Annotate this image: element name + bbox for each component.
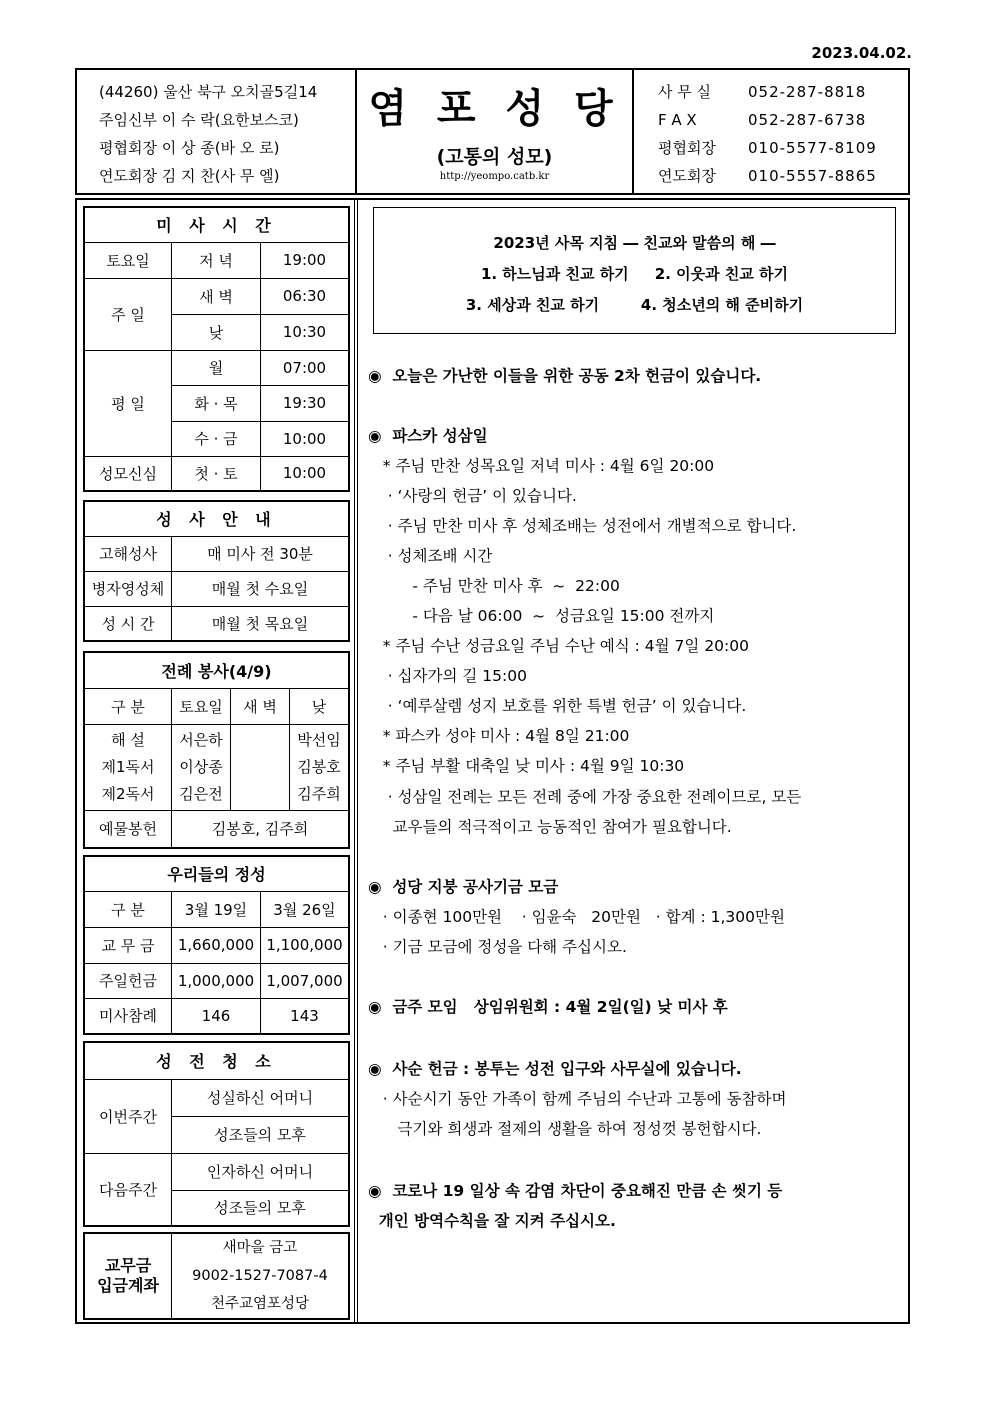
bulletin-header	[75, 68, 910, 195]
list-item: · 성삼일 전례는 모든 전례 중에 가장 중요한 전례이므로, 모든	[368, 788, 802, 806]
liturgy-title: 전례 봉사(4/9)	[84, 652, 349, 688]
account-bank: 새마을 금고	[222, 1240, 298, 1256]
council-president-line: 평협회장 이 상 종(바 오 로)	[99, 139, 280, 157]
parish-url[interactable]: http://yeompo.catb.kr	[439, 171, 550, 182]
list-item: · ‘예루살렘 성지 보호를 위한 특별 헌금’ 이 있습니다.	[368, 697, 747, 715]
parish-info	[77, 70, 357, 193]
bulletin-date: 2023.04.02.	[811, 44, 912, 62]
announcement-meeting: ◉ 금주 모임 상임위원회 : 4월 2일(일) 낮 미사 후	[368, 998, 728, 1016]
pastor-line: 주임신부 이 수 락(요한보스코)	[99, 111, 299, 129]
liturgy-roles: 해 설 제1독서 제2독서	[84, 724, 172, 810]
announcement-triduum: ◉ 파스카 성삼일	[368, 427, 488, 445]
cleaning-table: 성 전 청 소 이번주간 성실하신 어머니 성조들의 모후 다음주간 인자하신 어머니 성조들의 모후	[83, 1041, 350, 1227]
cleaning-title: 성 전 청 소	[84, 1042, 349, 1079]
parish-subtitle: (고통의 성모)	[436, 146, 553, 168]
list-item: · 이종현 100만원 · 임윤숙 20만원 · 합계 : 1,300만원	[368, 908, 785, 926]
parish-title-block	[357, 70, 634, 193]
list-item: · 십자가의 길 15:00	[368, 667, 527, 685]
offerings-table: 우리들의 정성 구 분 3월 19일 3월 26일 교 무 금 1,660,000 1,100,000 주일헌금 1,000,000 1,007,000 미사참례 146 143	[83, 855, 350, 1035]
sacrament-title: 성 사 안 내	[84, 501, 349, 536]
guideline-line-1: 1. 하느님과 친교 하기 2. 이웃과 친교 하기	[480, 265, 789, 283]
parish-title: 염 포 성 당	[368, 86, 621, 132]
liturgy-dawn	[231, 724, 290, 810]
mass-times-title: 미 사 시 간	[84, 207, 349, 242]
announcement-roof-fund: ◉ 성당 지붕 공사기금 모금	[368, 878, 559, 896]
contact-list	[634, 70, 908, 193]
account-table	[83, 1232, 350, 1320]
column-divider	[354, 200, 358, 1322]
list-item: · ‘사랑의 헌금’ 이 있습니다.	[368, 487, 577, 505]
list-item: · 기금 모금에 정성을 다해 주십시오.	[368, 938, 627, 956]
account-holder: 천주교염포성당	[210, 1296, 310, 1312]
mass-times-table: 미 사 시 간 토요일 저 녁 19:00 주 일 새 벽 06:30 낮 10:30 평 일 월 07:00 화 · 목 19:30 수 · 금 10:00 성모신심 첫 · 토 10:00	[83, 206, 350, 492]
list-item: * 주님 만찬 성목요일 저녁 미사 : 4월 6일 20:00	[368, 457, 715, 475]
contact-yeondo: 연도회장 010-5557-8865	[658, 167, 877, 185]
account-number: 9002-1527-7087-4	[192, 1268, 328, 1284]
list-item: * 주님 부활 대축일 낮 미사 : 4월 9일 10:30	[368, 757, 685, 775]
contact-council: 평협회장 010-5577-8109	[658, 139, 877, 157]
account-label: 교무금 입금계좌	[84, 1233, 172, 1319]
sacrament-table: 성 사 안 내 고해성사 매 미사 전 30분 병자영성체 매월 첫 수요일 성 시 간 매월 첫 목요일	[83, 500, 350, 642]
guideline-title: 2023년 사목 지침 ― 친교와 말씀의 해 ―	[493, 234, 776, 252]
liturgy-day: 박선임 김봉호 김주희	[290, 724, 350, 810]
contact-office: 사 무 실 052-287-8818	[658, 83, 867, 101]
liturgy-service-table: 전례 봉사(4/9) 구 분 토요일 새 벽 낮 해 설 제1독서 제2독서 서은하 이상종 김은전 박선임 김봉호 김주희 예물봉헌 김봉호, 김주희	[83, 651, 350, 849]
list-item: 개인 방역수칙을 잘 지켜 주십시오.	[368, 1212, 616, 1230]
list-item: - 다음 날 06:00 ~ 성금요일 15:00 전까지	[368, 607, 715, 625]
guideline-line-2: 3. 세상과 친교 하기 4. 청소년의 해 준비하기	[465, 296, 804, 314]
liturgy-saturday: 서은하 이상종 김은전	[172, 724, 231, 810]
offerings-title: 우리들의 정성	[84, 856, 349, 891]
list-item: * 주님 수난 성금요일 주님 수난 예식 : 4월 7일 20:00	[368, 637, 749, 655]
pastoral-guideline-box	[373, 207, 896, 334]
announcement-offering: ◉ 오늘은 가난한 이들을 위한 공동 2차 헌금이 있습니다.	[368, 367, 762, 385]
list-item: * 파스카 성야 미사 : 4월 8일 21:00	[368, 727, 630, 745]
contact-fax: F A X 052-287-6738	[658, 111, 867, 129]
list-item: · 주님 만찬 미사 후 성체조배는 성전에서 개별적으로 합니다.	[368, 517, 797, 535]
list-item: - 주님 만찬 미사 후 ~ 22:00	[368, 577, 620, 595]
list-item: · 사순시기 동안 가족이 함께 주님의 수난과 고통에 동참하며	[368, 1090, 787, 1108]
list-item: 교우들의 적극적이고 능동적인 참여가 필요합니다.	[368, 818, 732, 836]
list-item: 극기와 희생과 절제의 생활을 하여 정성껏 봉헌합시다.	[368, 1120, 762, 1138]
announcement-covid: ◉ 코로나 19 일상 속 감염 차단이 중요해진 만큼 손 씻기 등	[368, 1182, 783, 1200]
list-item: · 성체조배 시간	[368, 547, 493, 565]
yeondo-president-line: 연도회장 김 지 찬(사 무 엘)	[99, 167, 280, 185]
address-line: (44260) 울산 북구 오치골5길14	[99, 83, 318, 101]
announcement-lent-offering: ◉ 사순 헌금 : 봉투는 성전 입구와 사무실에 있습니다.	[368, 1060, 742, 1078]
